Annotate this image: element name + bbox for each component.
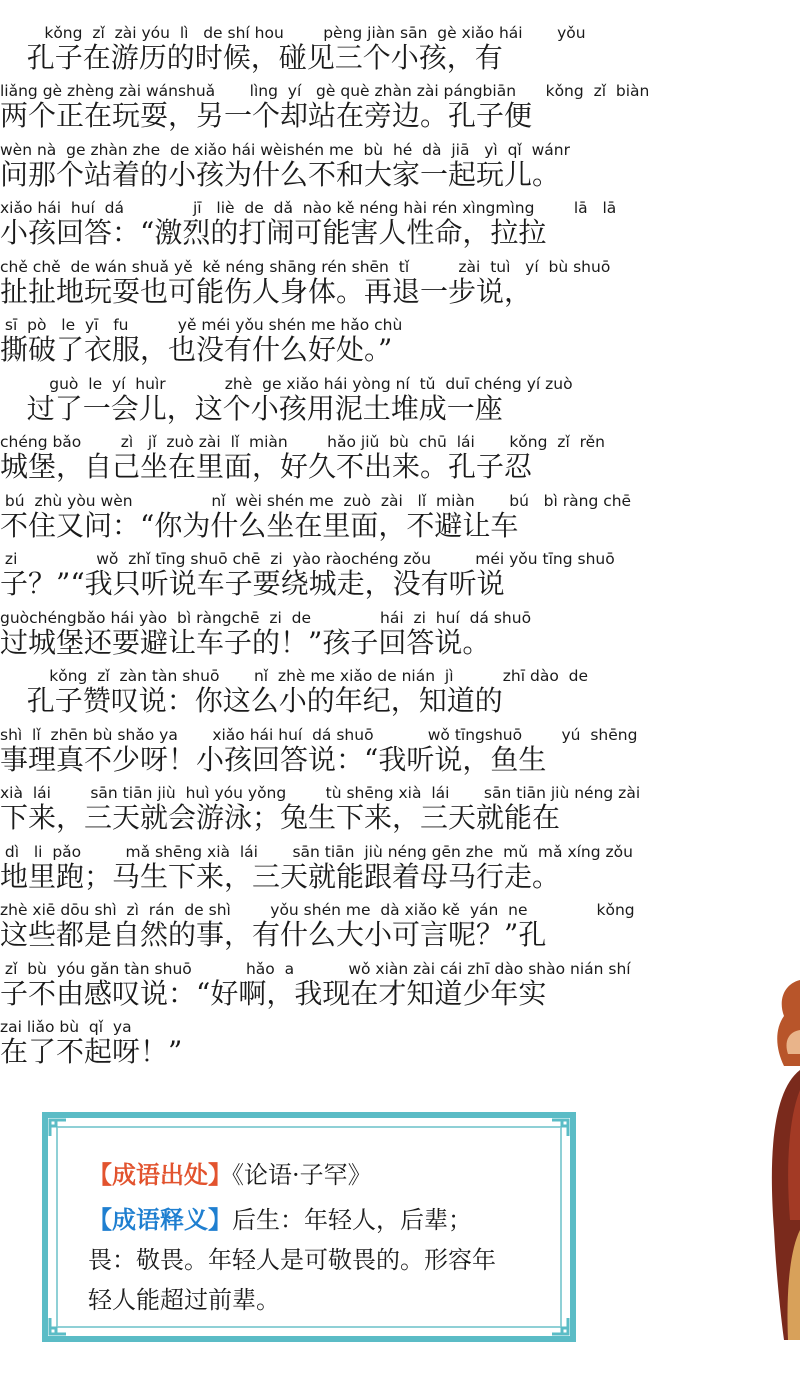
pinyin-line: xià lái sān tiān jiù huì yóu yǒng tù shēng xià lái sān tiān jiù néng zài — [0, 784, 641, 802]
pinyin-line: zi wǒ zhǐ tīng shuō chē zi yào ràochéng zǒu méi yǒu tīng shuō — [0, 550, 615, 568]
pinyin-line: sī pò le yī fu yě méi yǒu shén me hǎo chù — [0, 316, 403, 334]
hanzi-line: 事理真不少呀！小孩回答说：“我听说，鱼生 — [0, 743, 547, 776]
source-text: 《论语·子罕》 — [232, 1161, 372, 1189]
idiom-meaning-line: 畏：敬畏。年轻人是可敬畏的。形容年 — [88, 1246, 496, 1274]
hanzi-line: 过了一会儿，这个小孩用泥土堆成一座 — [0, 392, 503, 425]
idiom-meaning-line: 轻人能超过前辈。 — [88, 1286, 280, 1314]
pinyin-line: zai liǎo bù qǐ ya — [0, 1018, 132, 1036]
hanzi-line: 这些都是自然的事，有什么大小可言呢？”孔 — [0, 918, 547, 951]
pinyin-line: guò le yí huìr zhè ge xiǎo hái yòng ní tǔ duī chéng yí zuò — [0, 375, 573, 393]
pinyin-line: liǎng gè zhèng zài wánshuǎ lìng yí gè què zhàn zài pángbiān kǒng zǐ biàn — [0, 82, 650, 100]
hanzi-line: 下来，三天就会游泳；兔生下来，三天就能在 — [0, 801, 561, 834]
hanzi-line: 过城堡还要避让车子的！”孩子回答说。 — [0, 626, 491, 659]
hanzi-line: 在了不起呀！” — [0, 1035, 183, 1068]
hanzi-line: 小孩回答：“激烈的打闹可能害人性命，拉拉 — [0, 216, 547, 249]
character-illustration-icon — [754, 970, 800, 1340]
hanzi-line: 子？”“我只听说车子要绕城走，没有听说 — [0, 567, 505, 600]
hanzi-line: 地里跑；马生下来，三天就能跟着母马行走。 — [0, 860, 561, 893]
idiom-meaning-line — [88, 1203, 558, 1237]
hanzi-line: 孔子在游历的时候，碰见三个小孩，有 — [0, 41, 503, 74]
corner-ornament-icon — [42, 1112, 68, 1138]
hanzi-line: 问那个站着的小孩为什么不和大家一起玩儿。 — [0, 158, 561, 191]
idiom-info-box — [42, 1112, 576, 1342]
corner-ornament-icon — [42, 1316, 68, 1342]
pinyin-line: kǒng zǐ zàn tàn shuō nǐ zhè me xiǎo de nián jì zhī dào de — [0, 667, 589, 685]
pinyin-line: zhè xiē dōu shì zì rán de shì yǒu shén me dà xiǎo kě yán ne kǒng — [0, 901, 635, 919]
pinyin-line: kǒng zǐ zài yóu lì de shí hou pèng jiàn sān gè xiǎo hái yǒu — [0, 24, 586, 42]
pinyin-line: chě chě de wán shuǎ yě kě néng shāng rén shēn tǐ zài tuì yí bù shuō — [0, 258, 611, 276]
pinyin-line: shì lǐ zhēn bù shǎo ya xiǎo hái huí dá shuō wǒ tīngshuō yú shēng — [0, 726, 638, 744]
pinyin-line: bú zhù yòu wèn nǐ wèi shén me zuò zài lǐ miàn bú bì ràng chē — [0, 492, 632, 510]
source-tag: 【成语出处】 — [88, 1161, 232, 1189]
hanzi-line: 城堡，自己坐在里面，好久不出来。孔子忍 — [0, 450, 533, 483]
pinyin-line: xiǎo hái huí dá jī liè de dǎ nào kě néng hài rén xìngmìng lā lā — [0, 199, 617, 217]
pinyin-line: zǐ bù yóu gǎn tàn shuō hǎo a wǒ xiàn zài cái zhī dào shào nián shí — [0, 960, 631, 978]
pinyin-line: dì li pǎo mǎ shēng xià lái sān tiān jiù néng gēn zhe mǔ mǎ xíng zǒu — [0, 843, 633, 861]
pinyin-line: guòchéngbǎo hái yào bì ràngchē zi de hái zi huí dá shuō — [0, 609, 532, 627]
hanzi-line: 子不由感叹说：“好啊，我现在才知道少年实 — [0, 977, 547, 1010]
meaning-text: 后生：年轻人，后辈； — [232, 1206, 472, 1234]
meaning-tag: 【成语释义】 — [88, 1206, 232, 1234]
hanzi-line: 两个正在玩耍，另一个却站在旁边。孔子便 — [0, 99, 533, 132]
hanzi-line: 扯扯地玩耍也可能伤人身体。再退一步说， — [0, 275, 533, 308]
hanzi-line: 孔子赞叹说：你这么小的年纪，知道的 — [0, 684, 503, 717]
pinyin-line: chéng bǎo zì jǐ zuò zài lǐ miàn hǎo jiǔ bù chū lái kǒng zǐ rěn — [0, 433, 605, 451]
corner-ornament-icon — [550, 1316, 576, 1342]
hanzi-line: 不住又问：“你为什么坐在里面，不避让车 — [0, 509, 519, 542]
corner-ornament-icon — [550, 1112, 576, 1138]
pinyin-line: wèn nà ge zhàn zhe de xiǎo hái wèishén me bù hé dà jiā yì qǐ wánr — [0, 141, 570, 159]
hanzi-line: 撕破了衣服，也没有什么好处。” — [0, 333, 393, 366]
idiom-source-line — [88, 1158, 558, 1192]
